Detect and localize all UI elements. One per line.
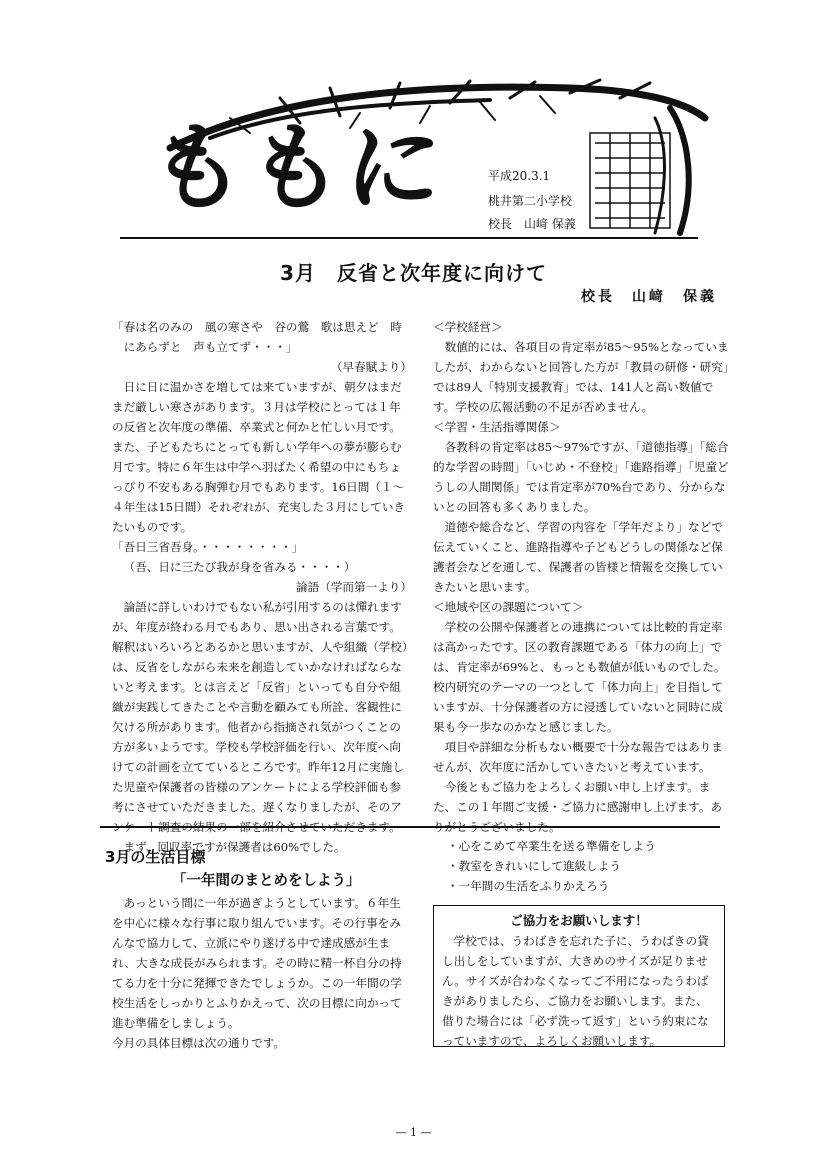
left-column-paragraph: （吾、日に三たび我が身を省みる・・・・）: [123, 560, 356, 574]
goal-item: ・一年間の生活をふりかえろう: [447, 879, 610, 893]
notice-body: 学校では、うわばきを忘れた子に、うわばきの貸し出しをしていますが、大きめのサイズが足りません。サイズが合わなくなってご不用になったうわばきがありましたら、ご協力をお願いします。また、借りた場合には「必ず洗って返す」という約束になっていますので、よろしくお願いします。: [442, 934, 709, 1048]
left-column-paragraph: まず、回収率ですが保護者は60%でした。: [123, 840, 346, 854]
goals-subtitle: 「一年間のまとめをしよう」: [172, 873, 361, 889]
right-column-paragraph: 項目や詳細な分析もない概要で十分な報告ではありませんが、次年度に活かしていきたいと考えています。: [433, 740, 723, 774]
goals-items: [447, 836, 727, 896]
right-column-paragraph: 道徳や総合など、学習の内容を「学年だより」などで伝えていくこと、進路指導や子どもどうしの関係など保護者会などを通して、保護者の皆様と情報を交換していきたいと思います。: [433, 520, 723, 594]
goals-paragraph: あっという間に一年が過ぎようとしています。６年生を中心に様々な行事に取り組んでいます。その行事をみんなで協力して、立派にやり遂げる中で達成感が生まれ、大きな成長がみられます。その時に精一杯自分の持てる力を十分に発揮できたでしょうか。この一年間の学校生活をしっかりとふりかえって、次の目標に向かって進む準備をしましょう。: [112, 896, 402, 1030]
goal-item: ・教室をきれいにして進級しよう: [447, 859, 621, 873]
left-column-paragraph: 日に日に温かさを増しては来ていますが、朝夕はまだまだ厳しい寒さがあります。３月は学校にとっては１年の反省と次年度の準備、卒業式と何かと忙しい月です。また、子どもたちにとっても新しい学年への夢が膨らむ月です。特に６年生は中学へ羽ばたく希望の中にもちょっぴり不安もある胸弾む月でもあります。16日間（１～４年生は15日間）それぞれが、充実した３月にしていきたいものです。: [112, 380, 406, 534]
article-left-column: [112, 317, 412, 857]
notice-title: ご協力をお願いします！: [510, 913, 648, 928]
right-column-paragraph: ＜地域や区の課題について＞: [433, 600, 584, 614]
goals-title: 3月の生活目標: [105, 848, 206, 866]
page-number: — 1 —: [395, 1126, 432, 1139]
masthead-divider: [120, 237, 698, 239]
issue-date: 平成20.3.1: [488, 169, 551, 183]
newsletter-title: ももに: [144, 111, 450, 224]
left-column-paragraph: にあらずと 声も立てず・・・」: [112, 340, 298, 354]
notice-box: [433, 905, 725, 1047]
school-name: 桃井第二小学校: [488, 194, 573, 208]
left-column-paragraph: 「春は名のみの 風の寒さや 谷の鶯 歌は思えど 時: [112, 320, 402, 334]
article-headline: 3月 反省と次年度に向けて: [280, 261, 547, 285]
right-column-paragraph: ＜学習・生活指導関係＞: [433, 420, 561, 434]
school-building: [590, 133, 670, 228]
right-column-paragraph: 各教科の肯定率は85～97%ですが、「道徳指導」「総合的な学習の時間」「いじめ・不登校」「進路指導」「児童どうしの人間関係」では肯定率が70%台であり、分からないとの回答も多くありました。: [433, 440, 729, 514]
left-column-paragraph: （早春賦より）: [330, 360, 412, 374]
right-column-paragraph: 学校の公開や保護者との連携については比較的肯定率は高かったです。区の教育課題である「体力の向上」では、肯定率が69%と、もっとも数値が低いものでした。校内研究のテーマの一つとして「体力向上」を目指していますが、十分保護者の方に浸透していないと同時に成果も今一歩なのかなと感じました。: [433, 620, 726, 734]
right-column-paragraph: 数値的には、各項目の肯定率が85～95%となっていましたが、わからないと回答した方が「教員の研修・研究」では89人「特別支援教育」では、141人と高い数値です。学校の広報活動の不足が否めません。: [433, 340, 729, 414]
left-column-paragraph: 論語に詳しいわけでもない私が引用するのは憚れますが、年度が終わる月でもあり、思い出される言葉です。解釈はいろいろとあるかと思いますが、人や組織（学校）は、反省をしながら未来を創造していかなければならないと考えます。とは言えど「反省」といっても自分や組織が実践してきたことや言動を顧みても所詮、客観性に欠ける所があります。他者から指摘され気がつくことの方が多いようです。学校も学校評価を行い、次年度へ向けての計画を立てているところです。昨年12月に実施した児童や保護者の皆様のアンケートによる学校評価も参考にさせていただきました。遅くなりましたが、そのア: [112, 600, 408, 814]
goal-item: ・心をこめて卒業生を送る準備をしよう: [447, 839, 656, 853]
section-divider: [100, 826, 720, 828]
article-byline: 校長 山﨑 保義: [581, 289, 717, 305]
right-column-paragraph: ＜学校経営＞: [433, 320, 503, 334]
article-right-column: [433, 317, 729, 837]
goals-body: [112, 893, 412, 1053]
right-column-paragraph: 今後ともご協力をよろしくお願い申し上げます。また、この１年間ご支援・ご協力に感謝申し上げます。あ: [433, 780, 722, 814]
principal-name: 校長 山﨑 保義: [488, 217, 576, 231]
left-column-paragraph: 「吾日三省吾身。・・・・・・・・」: [112, 540, 304, 554]
left-column-paragraph: 論語（学而第一より）: [296, 580, 412, 594]
goals-paragraph: 今月の具体目標は次の通りです。: [112, 1036, 285, 1050]
